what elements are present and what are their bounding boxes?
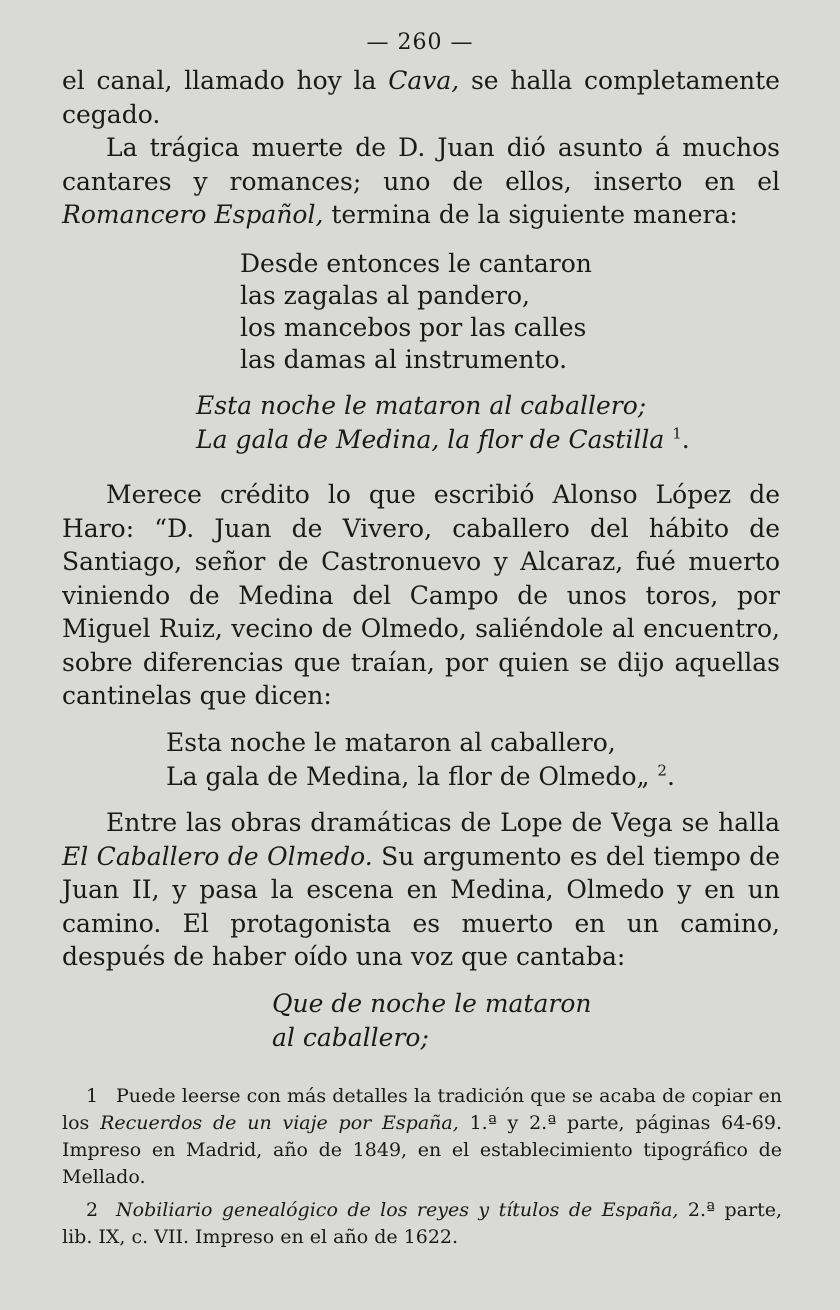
- book-title: Romancero Español,: [62, 200, 324, 229]
- footnote-2: 2 Nobiliario genealógico de los reyes y títulos de España, 2.ª parte, lib. IX, c. VII. Impreso en el año de 1622.: [62, 1199, 782, 1248]
- play-title: El Caballero de Olmedo.: [62, 841, 373, 871]
- paragraph-lopez-de-haro: Merece crédito lo que escribió Alonso López de Haro: “D. Juan de Vivero, caballero del hábito de Santiago, señor de Castronuevo y Alcaraz, fué muerto viniendo de Medina del Campo de unos toros, por Miguel Ruiz, vecino de Olmedo, saliéndole al encuentro, sobre diferencias que traían, por quien se dijo aquellas cantinelas que dicen:: [62, 480, 780, 710]
- paragraph-muerte: La trágica muerte de D. Juan dió asunto á muchos cantares y romances; uno de ellos, inserto en el Romancero Español, termina de la siguiente manera:: [62, 133, 780, 229]
- verse-refrain: [196, 389, 690, 457]
- verse-line: Desde entonces le cantaron: [240, 249, 592, 278]
- verse-cantinela: [166, 726, 675, 794]
- footnote-ref-2: 2: [657, 761, 667, 780]
- footnote-ref-1: 1: [672, 424, 682, 443]
- verse-romance: [240, 248, 592, 376]
- verse-lope: [272, 987, 591, 1055]
- verse-line: La gala de Medina, la flor de Castilla $^1$.: [196, 424, 690, 454]
- verse-line: al caballero;: [272, 1023, 429, 1052]
- verse-line: Esta noche le mataron al caballero;: [196, 391, 647, 420]
- verse-line: las zagalas al pandero,: [240, 281, 530, 310]
- footnote-1: 1 Puede leerse con más detalles la tradición que se acaba de copiar en los Recuerdos de un viaje por España, 1.ª y 2.ª parte, páginas 64-69. Impreso en Madrid, año de 1849, en el establecimiento tipográfico de Mellado.: [62, 1085, 782, 1188]
- paragraph-lope-de-vega: Entre las obras dramáticas de Lope de Vega se halla El Caballero de Olmedo. Su argumento es del tiempo de Juan II, y pasa la escena en Medina, Olmedo y en un camino. El protagonista es muerto en un camino, después de haber oído una voz que cantaba:: [62, 808, 780, 971]
- verse-line: La gala de Medina, la flor de Olmedo„ $^2$.: [166, 761, 675, 791]
- page-number: — 260 —: [366, 30, 474, 55]
- verse-line: los mancebos por las calles: [240, 313, 587, 342]
- paragraph-canal: el canal, llamado hoy la Cava, se halla completamente cegado.: [62, 66, 780, 129]
- verse-line: Esta noche le mataron al caballero,: [166, 728, 616, 757]
- verse-line: Que de noche le mataron: [272, 989, 592, 1018]
- verse-line: las damas al instrumento.: [240, 345, 568, 374]
